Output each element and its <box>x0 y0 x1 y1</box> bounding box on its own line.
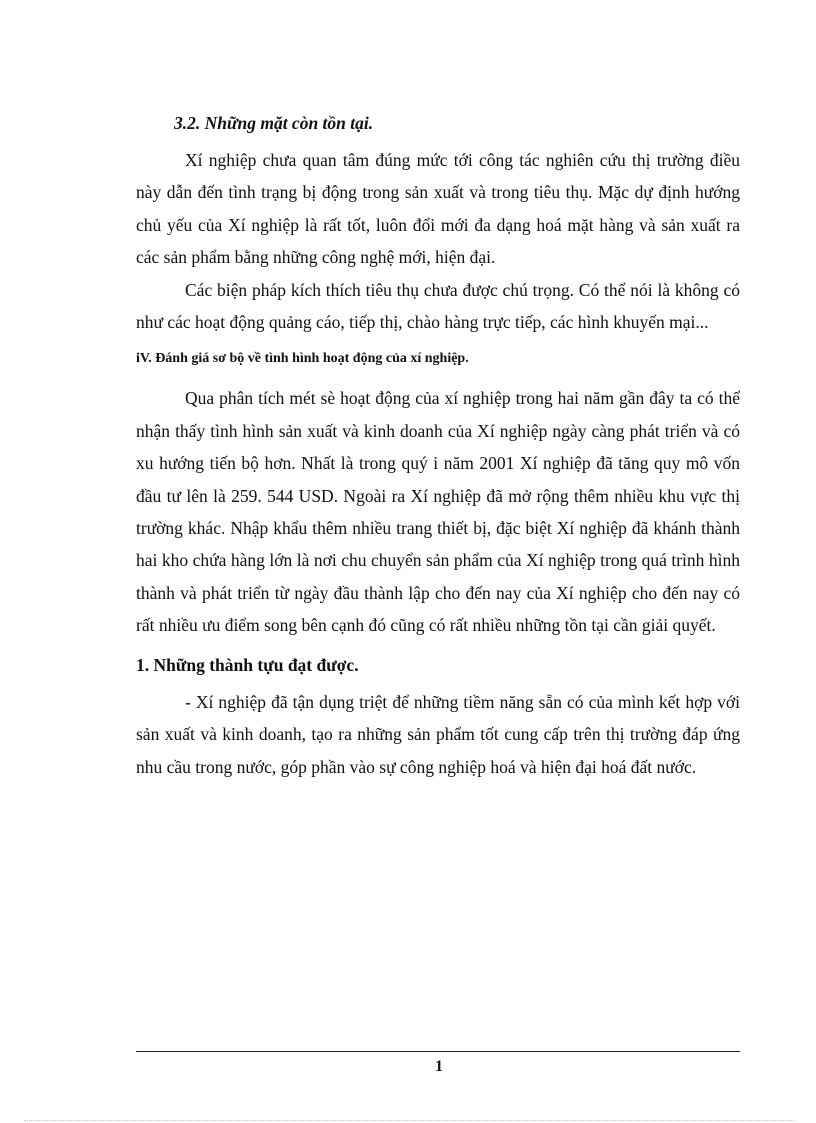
paragraph-market-research: Xí nghiệp chưa quan tâm đúng mức tới công tác nghiên cứu thị trường điều này dẫn đến tình trạng bị động trong sản xuất và trong tiêu thụ. Mặc dự định hướng chủ yếu của Xí nghiệp là rất tốt, luôn đổi mới đa dạng hoá mặt hàng và sản xuất ra các sản phẩm bằng những công nghệ mới, hiện đại. <box>136 150 740 268</box>
paragraph-achievement-1: - Xí nghiệp đã tận dụng triệt để những tiềm năng sẵn có của mình kết hợp với sản xuất và kinh doanh, tạo ra những sản phẩm tốt cung cấp trên thị trường đáp ứng nhu cầu trong nước, góp phần vào sự công nghiệp hoá và hiện đại hoá đất nước. <box>136 691 740 777</box>
page-number: 1 <box>435 1058 443 1075</box>
paragraph-sales-promotion: Các biện pháp kích thích tiêu thụ chưa được chú trọng. Có thể nói là không có như các hoạt động quảng cáo, tiếp thị, chào hàng trực tiếp, các hình khuyến mại... <box>136 279 740 333</box>
section-heading-3-2: 3.2. Những mặt còn tồn tại. <box>174 113 374 133</box>
page-bottom-border <box>24 1120 794 1121</box>
section-heading-achievements: 1. Những thành tựu đạt được. <box>136 654 359 675</box>
paragraph-assessment: Qua phân tích mét sè hoạt động của xí nghiệp trong hai năm gần đây ta có thể nhận thấy tình hình sản xuất và kinh doanh của Xí nghiệp ngày càng phát triển và có xu hướng tiến bộ hơn. Nhất là trong quý i năm 2001 Xí nghiệp đã tăng quy mô vốn đầu tư lên là 259. 544 USD. Ngoài ra Xí nghiệp đã mở rộng thêm nhiều khu vực thị trường khác. Nhập khẩu thêm nhiều trang thiết bị, đặc biệt Xí nghiệp đã khánh thành hai kho chứa hàng lớn là nơi chu chuyển sản phẩm của Xí nghiệp trong quá trình hình thành và phát triển từ ngày đầu thành lập cho đến nay của Xí nghiệp cho đến nay có rất nhiều ưu điểm song bên cạnh đó cũng có rất nhiều những tồn tại cần giải quyết. <box>136 388 740 636</box>
page-content <box>136 108 740 783</box>
section-heading-iv: iV. Đánh giá sơ bộ về tình hình hoạt động của xí nghiệp. <box>136 351 469 367</box>
footer-divider <box>136 1051 740 1052</box>
